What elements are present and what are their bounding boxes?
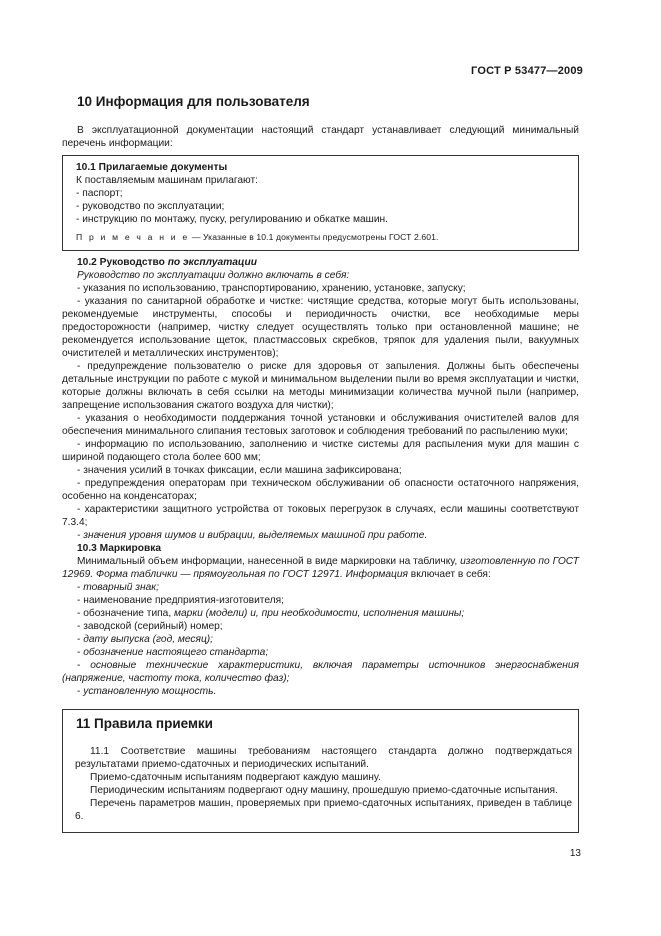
list-item: - предупреждение пользователю о риске для здоровья от запыления. Должны быть обеспечены детальные инструкции по работе с мукой и минимальном выделении пыли во время эксплуатации и чистки, которые должны включать в себя ссылки на методы минимизации количества мучной пыли (например, запрещение использования сжатого воздуха для чистки); xyxy=(62,361,579,411)
section-10-1-lead: К поставляемым машинам прилагают: xyxy=(76,175,258,186)
list-item: - руководство по эксплуатации; xyxy=(76,201,225,212)
section-10-2-num: 10.2 Руководство xyxy=(77,257,165,268)
list-item: - указания по использованию, транспортированию, хранению, установке, запуску; xyxy=(77,283,466,294)
note-text: — Указанные в 10.1 документы предусмотрены ГОСТ 2.601. xyxy=(189,232,439,242)
section-11-title: 11 Правила приемки xyxy=(76,716,213,731)
list-item: - товарный знак; xyxy=(77,582,159,593)
list-item: - указания по санитарной обработке и чистке: чистящие средства, которые могут быть использованы, рекомендуемые инструменты, способы и периодичность очистки, все необходимые меры предосторожности (например, чистку следует осуществлять только при остановленной машине; не рекомендуется использование щеток, пластмассовых скребков, тряпок для удаления пыли, вакуумных очистителей и металлических инструментов); xyxy=(62,296,579,359)
list-item: - характеристики защитного устройства от токовых перегрузок в случаях, если машины соответствуют 7.3.4; xyxy=(62,504,579,528)
section-10-2-title xyxy=(62,256,579,269)
section-10-1-title: 10.1 Прилагаемые документы xyxy=(76,162,228,173)
section-10-1-note xyxy=(76,232,566,242)
list-item: - значения уровня шумов и вибрации, выделяемых машиной при работе. xyxy=(77,530,428,541)
list-item: - наименование предприятия-изготовителя; xyxy=(77,595,284,606)
list-item: - дату выпуска (год, месяц); xyxy=(77,634,214,645)
list-item: - основные технические характеристики, включая параметры источников энергоснабжения (напряжение, частоту тока, количество фаз); xyxy=(62,660,579,684)
intro-part: Минимальный объем информации, нанесенной в виде маркировки на табличку, xyxy=(77,556,461,567)
list-item: - обозначение типа, марки (модели) и, при необходимости, исполнения машины; xyxy=(77,608,465,619)
note-label: П р и м е ч а н и е xyxy=(76,232,190,242)
section-11-p3: Периодическим испытаниям подвергают одну машину, прошедшую приемо-сдаточные испытания. xyxy=(90,785,558,796)
section-11-p2: Приемо-сдаточным испытаниям подвергают каждую машину. xyxy=(90,772,381,783)
list-item: - заводской (серийный) номер; xyxy=(77,621,223,632)
list-item: - инструкцию по монтажу, пуску, регулированию и обкатке машин. xyxy=(76,214,388,225)
section-10-intro: В эксплуатационной документации настоящий стандарт устанавливает следующий минимальный перечень информации: xyxy=(62,125,579,149)
section-10-2 xyxy=(62,256,579,698)
list-item: - паспорт; xyxy=(76,188,123,199)
list-item: - значения усилий в точках фиксации, если машина зафиксирована; xyxy=(77,465,402,476)
list-item: - установленную мощность. xyxy=(77,686,217,697)
section-10-1-box xyxy=(62,155,579,251)
section-11-p4: Перечень параметров машин, проверяемых при приемо-сдаточных испытаниях, приведен в таблице 6. xyxy=(75,798,572,822)
section-10-3-intro xyxy=(62,555,579,581)
page-number: 13 xyxy=(569,848,581,859)
list-item: - информацию по использованию, заполнению и чистке системы для распыления муки для машин с шириной подающего стола более 600 мм; xyxy=(62,439,579,463)
section-10-3-title: 10.3 Маркировка xyxy=(77,543,161,554)
list-item: - предупреждения операторам при техническом обслуживании об опасности остаточного напряжения, особенно на конденсаторах; xyxy=(62,478,579,502)
list-item: - обозначение настоящего стандарта; xyxy=(77,647,269,658)
intro-part: включает в себя: xyxy=(407,569,491,580)
section-11-p1: 11.1 Соответствие машины требованиям настоящего стандарта должно подтверждаться результатами приемо-сдаточных и периодических испытаний. xyxy=(75,746,572,770)
section-10-2-title-italic: по эксплуатации xyxy=(164,257,257,268)
section-11-box xyxy=(62,709,579,833)
section-10-2-lead: Руководство по эксплуатации должно включать в себя: xyxy=(77,270,350,281)
standard-header: ГОСТ Р 53477—2009 xyxy=(471,65,583,77)
list-item: - указания о необходимости поддержания точной установки и обслуживания очистителей валов для обеспечения минимального слипания тестовых заготовок и соблюдения требований по распылению муки; xyxy=(62,413,579,437)
intro-part-italic: изготовленную по ГОСТ 12969. Форма таблички — прямоугольная по ГОСТ 12971. Информация xyxy=(62,556,579,580)
section-10-title: 10 Информация для пользователя xyxy=(77,94,310,109)
